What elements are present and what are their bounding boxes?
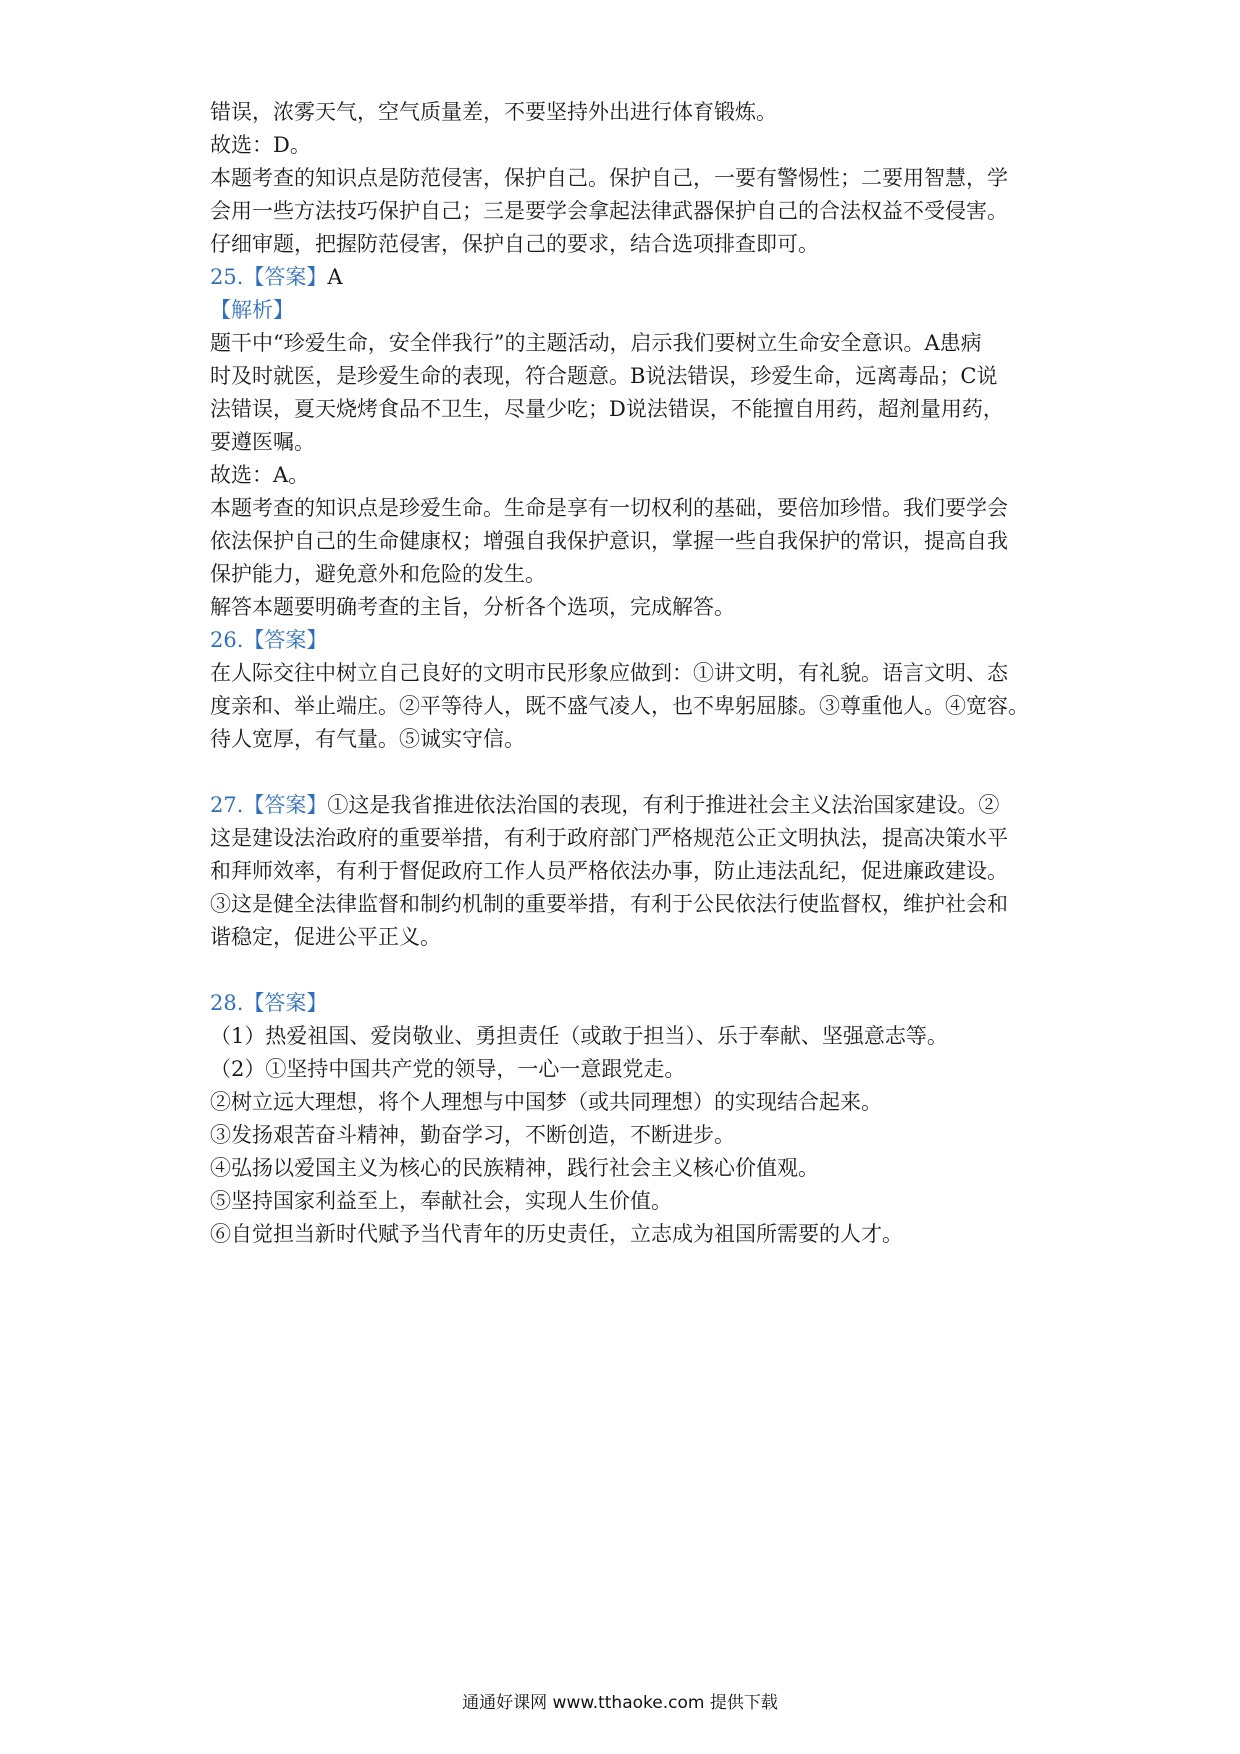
- answer-text: ①这是我省推进依法治国的表现，有利于推进社会主义法治国家建设。②: [327, 793, 1000, 817]
- text-line: ③发扬艰苦奋斗精神，勤奋学习，不断创造，不断进步。: [210, 1123, 735, 1147]
- text-line: 错误，浓雾天气，空气质量差，不要坚持外出进行体育锻炼。: [210, 100, 777, 124]
- text-line: 故选：D。: [210, 133, 311, 157]
- text-line: 和拜师效率，有利于督促政府工作人员严格依法办事，防止违法乱纪，促进廉政建设。: [210, 859, 1008, 883]
- text-line: 度亲和、举止端庄。②平等待人，既不盛气凌人，也不卑躬屈膝。③尊重他人。④宽容。: [210, 694, 1029, 718]
- section-heading: [210, 261, 1046, 294]
- text-line: 谐稳定，促进公平正义。: [210, 925, 441, 949]
- document-body: [210, 96, 1046, 1251]
- text-line: ⑥自觉担当新时代赋予当代青年的历史责任，立志成为祖国所需要的人才。: [210, 1222, 903, 1246]
- answer-label: 26.【答案】: [210, 628, 328, 652]
- answer-label: 27.【答案】: [210, 793, 328, 817]
- text-line: 法错误，夏天烧烤食品不卫生，尽量少吃；D说法错误，不能擅自用药，超剂量用药，: [210, 397, 1004, 421]
- text-line: 依法保护自己的生命健康权；增强自我保护意识，掌握一些自我保护的常识，提高自我: [210, 529, 1008, 553]
- blank-line: [210, 954, 1046, 987]
- text-line: ⑤坚持国家利益至上，奉献社会，实现人生价值。: [210, 1189, 672, 1213]
- answer-label: 25.【答案】: [210, 265, 328, 289]
- answer-text: A: [327, 265, 343, 289]
- text-line: 本题考查的知识点是防范侵害，保护自己。保护自己，一要有警惕性；二要用智慧，学: [210, 166, 1008, 190]
- text-line: 在人际交往中树立自己良好的文明市民形象应做到：①讲文明，有礼貌。语言文明、态: [210, 661, 1008, 685]
- text-line: 故选：A。: [210, 463, 310, 487]
- page-footer: 通通好课网 www.tthaoke.com 提供下载: [462, 1693, 778, 1713]
- text-line: ③这是健全法律监督和制约机制的重要举措，有利于公民依法行使监督权，维护社会和: [210, 892, 1008, 916]
- text-line: 要遵医嘱。: [210, 430, 315, 454]
- text-line: ②树立远大理想，将个人理想与中国梦（或共同理想）的实现结合起来。: [210, 1090, 882, 1114]
- text-line: 这是建设法治政府的重要举措，有利于政府部门严格规范公正文明执法，提高决策水平: [210, 826, 1008, 850]
- text-line: 解答本题要明确考查的主旨，分析各个选项，完成解答。: [210, 595, 735, 619]
- text-line: 题干中“珍爱生命，安全伴我行”的主题活动，启示我们要树立生命安全意识。A患病: [210, 331, 982, 355]
- text-line: （1）热爱祖国、爱岗敬业、勇担责任（或敢于担当）、乐于奉献、坚强意志等。: [210, 1024, 948, 1048]
- section-heading: [210, 294, 1046, 327]
- section-heading: [210, 624, 1046, 657]
- text-line: 时及时就医，是珍爱生命的表现，符合题意。B说法错误，珍爱生命，远离毒品；C说: [210, 364, 998, 388]
- blank-line: [210, 756, 1046, 789]
- text-line: （2）①坚持中国共产党的领导，一心一意跟党走。: [210, 1057, 686, 1081]
- text-line: 仔细审题，把握防范侵害，保护自己的要求，结合选项排查即可。: [210, 232, 819, 256]
- answer-label: 【解析】: [210, 298, 294, 322]
- section-heading: [210, 987, 1046, 1020]
- text-line: 保护能力，避免意外和危险的发生。: [210, 562, 546, 586]
- answer-label: 28.【答案】: [210, 991, 328, 1015]
- text-line: ④弘扬以爱国主义为核心的民族精神，践行社会主义核心价值观。: [210, 1156, 819, 1180]
- text-line: 待人宽厚，有气量。⑤诚实守信。: [210, 727, 525, 751]
- section-heading: [210, 789, 1046, 822]
- text-line: 会用一些方法技巧保护自己；三是要学会拿起法律武器保护自己的合法权益不受侵害。: [210, 199, 1008, 223]
- text-line: 本题考查的知识点是珍爱生命。生命是享有一切权利的基础，要倍加珍惜。我们要学会: [210, 496, 1008, 520]
